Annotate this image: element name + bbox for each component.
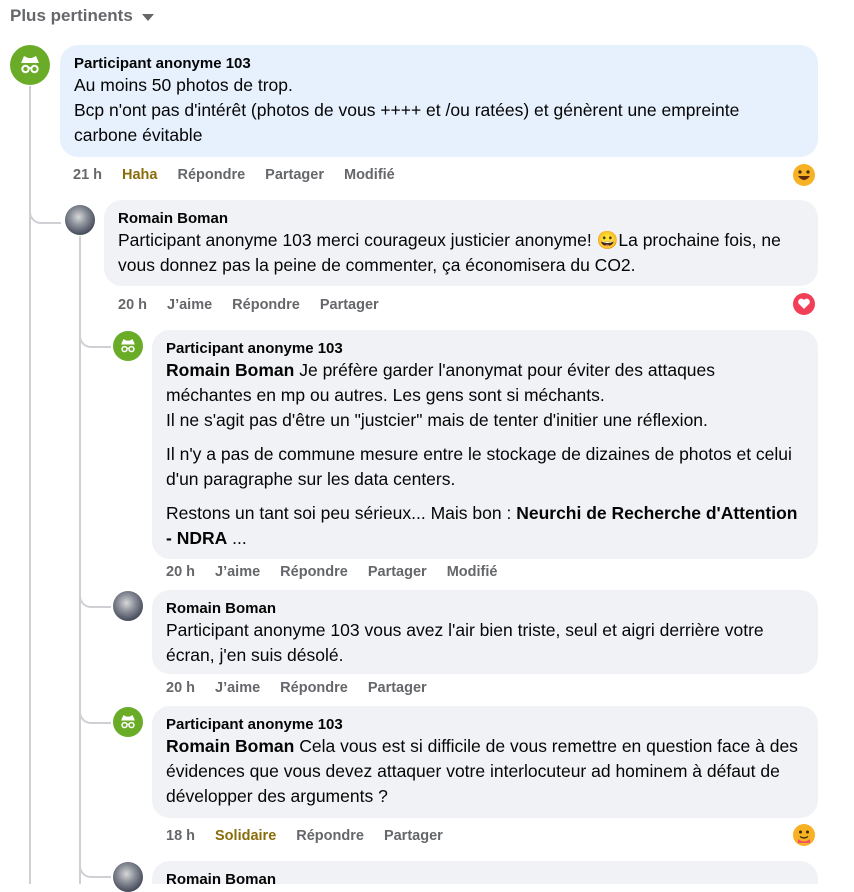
comment-author[interactable]: Romain Boman — [166, 871, 277, 888]
share-button[interactable]: Partager — [367, 564, 427, 580]
comment-text: Cela vous est si difficile de vous remettre en question face à des évidences que vous devez attaquer votre interlocuteur ad hominem à défaut de développer des arguments ? — [166, 736, 798, 806]
comment-bubble — [152, 706, 818, 818]
comment-paragraph: Il n'y a pas de commune mesure entre le stockage de dizaines de photos et celui d'un paragraphe sur les data centers. — [166, 444, 792, 489]
thread-connector — [79, 580, 111, 608]
reply-button[interactable]: Répondre — [232, 297, 300, 313]
mention-link[interactable]: Romain Boman — [166, 360, 295, 380]
incognito-icon — [118, 712, 138, 732]
avatar[interactable] — [113, 591, 143, 621]
comment-bubble — [60, 45, 818, 157]
comment-actions — [166, 680, 427, 696]
comment-text: Participant anonyme 103 merci courageux justicier anonyme! 😀La prochaine fois, ne vous donnez pas la peine de commenter, ça économisera du CO2. — [118, 230, 781, 275]
comment-bubble — [152, 861, 818, 888]
incognito-icon — [17, 52, 43, 78]
comment-text: Je préfère garder l'anonymat pour éviter des attaques méchantes en mp ou autres. Les gens sont si méchants. — [166, 360, 716, 405]
comment-time[interactable]: 20 h — [118, 297, 148, 313]
comment-text-line: Au moins 50 photos de trop. — [74, 75, 293, 95]
share-button[interactable]: Partager — [383, 828, 443, 844]
share-button[interactable]: Partager — [319, 297, 379, 313]
sort-label: Plus pertinents — [10, 6, 133, 25]
comment-time[interactable]: 18 h — [166, 828, 196, 844]
like-button[interactable]: J’aime — [167, 297, 213, 313]
comment-author[interactable]: Participant anonyme 103 — [166, 716, 343, 733]
comment-text: ... — [227, 528, 247, 548]
like-button[interactable]: Solidaire — [215, 828, 277, 844]
avatar[interactable] — [113, 862, 143, 892]
comment-actions — [166, 564, 497, 580]
comment-time[interactable]: 20 h — [166, 680, 196, 696]
comment-text: Participant anonyme 103 vous avez l'air bien triste, seul et aigri derrière votre écran, j'en suis désolé. — [166, 620, 764, 665]
comment-author[interactable]: Romain Boman — [166, 600, 277, 617]
comment-text-line: Bcp n'ont pas d'intérêt (photos de vous ++++ et /ou ratées) et génèrent une empreinte carbone évitable — [74, 100, 740, 145]
comment-author[interactable]: Participant anonyme 103 — [166, 340, 343, 357]
share-button[interactable]: Partager — [367, 680, 427, 696]
comment-paragraph — [166, 734, 804, 809]
avatar[interactable] — [10, 45, 50, 85]
comment-bubble — [152, 330, 818, 559]
comment-author[interactable]: Participant anonyme 103 — [74, 55, 251, 72]
love-heart-icon[interactable] — [793, 293, 815, 315]
like-button[interactable]: Haha — [122, 167, 158, 183]
reply-button[interactable]: Répondre — [280, 564, 348, 580]
edited-label[interactable]: Modifié — [446, 564, 498, 580]
care-emoji-icon[interactable] — [793, 824, 815, 846]
comment-bubble — [152, 590, 818, 674]
thread-connector — [29, 196, 61, 224]
like-button[interactable]: J’aime — [215, 564, 261, 580]
caret-down-icon — [142, 14, 154, 21]
reply-button[interactable]: Répondre — [296, 828, 364, 844]
sort-dropdown[interactable] — [10, 6, 154, 26]
share-button[interactable]: Partager — [265, 167, 324, 183]
comment-bubble — [104, 200, 818, 286]
avatar[interactable] — [113, 331, 143, 361]
comment-author[interactable]: Romain Boman — [118, 210, 229, 227]
comment-actions — [118, 297, 379, 313]
comment-actions — [73, 167, 395, 183]
mention-link[interactable]: Romain Boman — [166, 736, 295, 756]
incognito-icon — [118, 336, 138, 356]
thread-connector — [79, 852, 111, 878]
edited-label[interactable]: Modifié — [344, 167, 395, 183]
haha-emoji-icon[interactable] — [793, 164, 815, 186]
comment-paragraph — [166, 358, 804, 433]
reply-button[interactable]: Répondre — [280, 680, 348, 696]
comment-actions — [166, 828, 443, 844]
reply-button[interactable]: Répondre — [177, 167, 246, 183]
thread-connector — [79, 320, 111, 348]
avatar[interactable] — [113, 707, 143, 737]
comment-time[interactable]: 20 h — [166, 564, 196, 580]
avatar[interactable] — [65, 205, 95, 235]
comment-time[interactable]: 21 h — [73, 167, 103, 183]
thread-connector — [79, 696, 111, 724]
comment-text: Restons un tant soi peu sérieux... Mais bon : — [166, 503, 517, 523]
like-button[interactable]: J’aime — [215, 680, 261, 696]
group-link[interactable]: Neurchi de Recherche d'Attention - NDRA — [166, 503, 798, 548]
comment-text: Il ne s'agit pas d'être un "justcier" mais de tenter d'initier une réflexion. — [166, 410, 708, 430]
comment-paragraph — [166, 501, 804, 551]
